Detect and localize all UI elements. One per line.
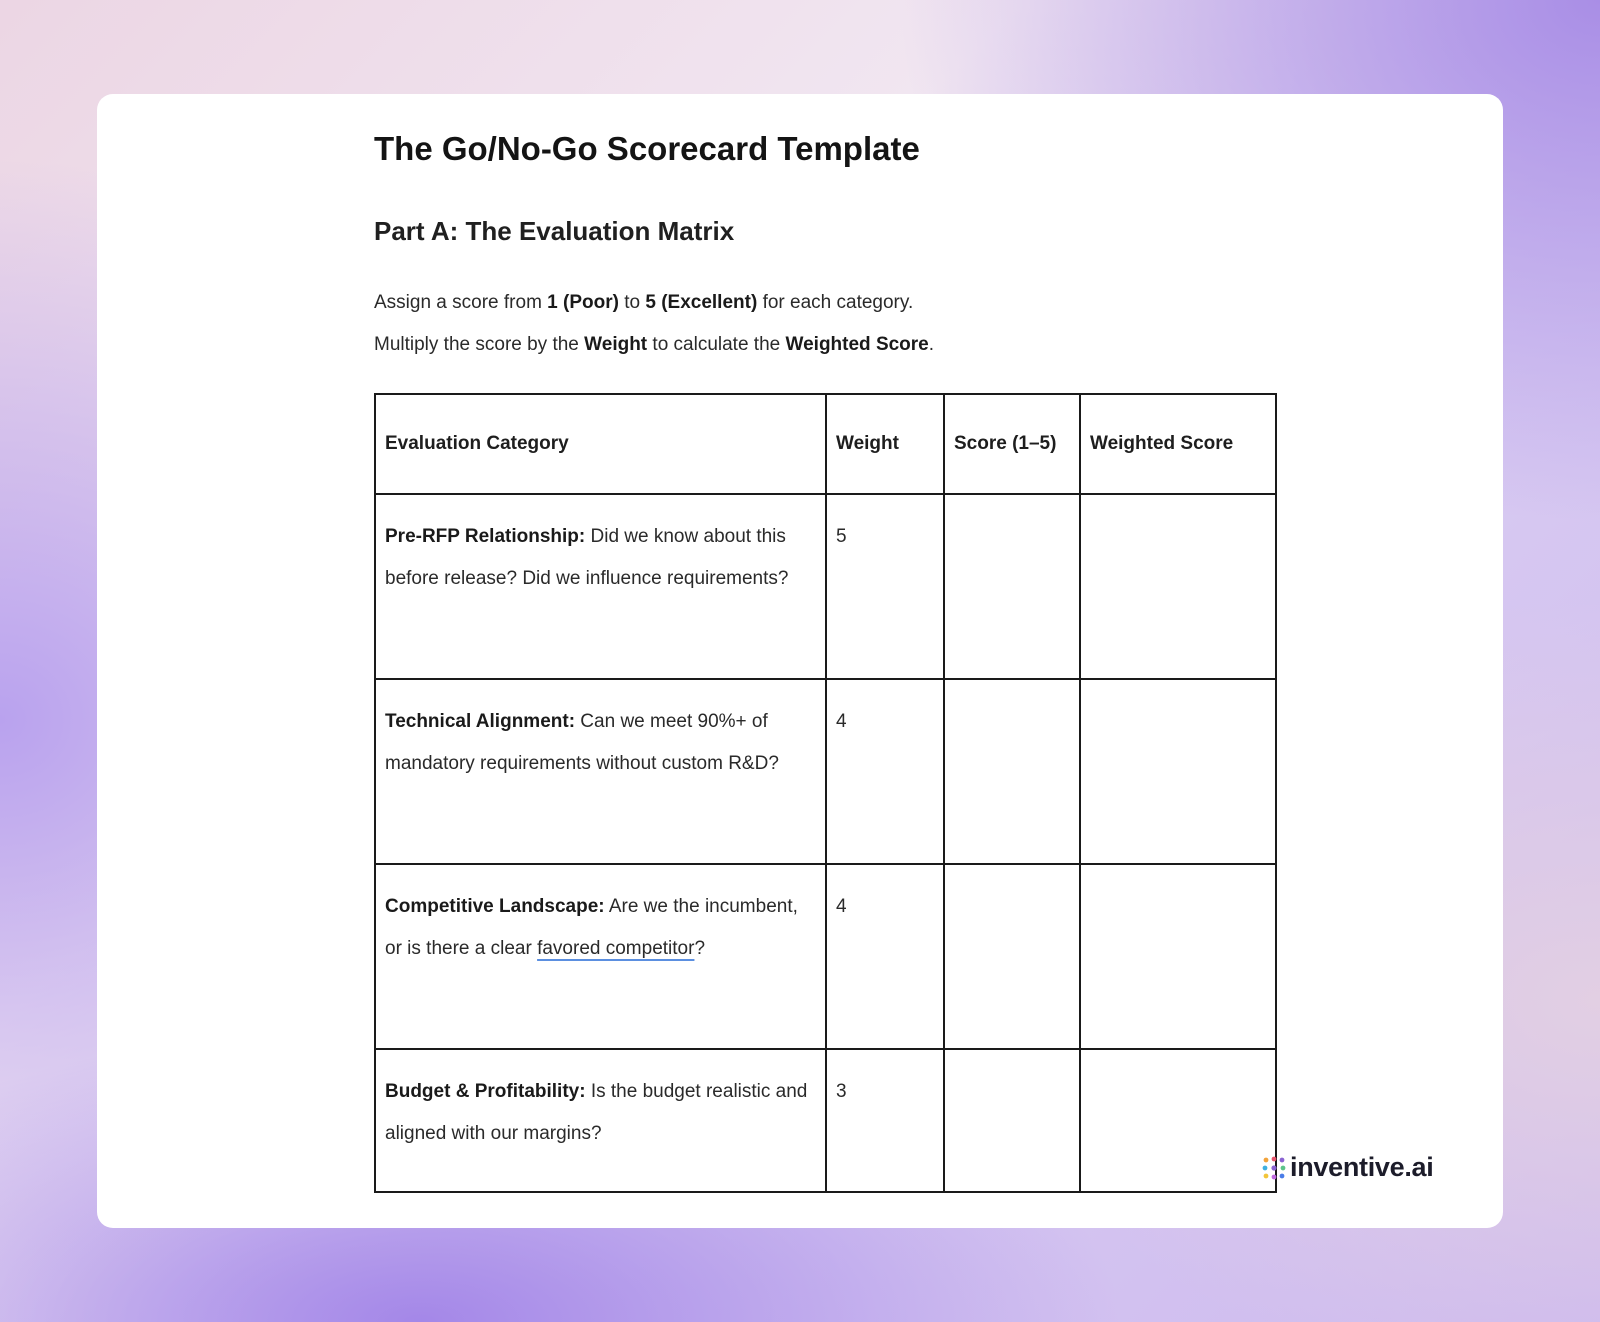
logo-dot [1263, 1165, 1268, 1170]
evaluation-matrix-table [374, 393, 1277, 1193]
logo-dot [1271, 1165, 1276, 1170]
logo-dot [1281, 1165, 1286, 1170]
logo-dot [1272, 1156, 1277, 1161]
weighted-score-cell[interactable] [1080, 679, 1276, 864]
category-description-end: ? [694, 938, 706, 959]
brand-logo [1262, 1152, 1433, 1183]
score-cell[interactable] [944, 1049, 1080, 1192]
logo-dot [1264, 1173, 1269, 1178]
header-score: Score (1–5) [944, 394, 1080, 494]
category-cell[interactable] [375, 1049, 826, 1192]
weight-cell[interactable]: 4 [826, 864, 944, 1049]
document-card [97, 94, 1503, 1228]
category-description: Can we meet 90%+ of mandatory requirements without custom R&D? [385, 711, 779, 774]
header-evaluation-category: Evaluation Category [375, 394, 826, 494]
table-row [375, 679, 1276, 864]
category-cell[interactable] [375, 679, 826, 864]
score-cell[interactable] [944, 679, 1080, 864]
header-weight: Weight [826, 394, 944, 494]
table-header-row [375, 394, 1276, 494]
table-row [375, 1049, 1276, 1192]
weighted-score-cell[interactable] [1080, 1049, 1276, 1192]
document-title: The Go/No-Go Scorecard Template [374, 130, 920, 167]
weighted-score-cell[interactable] [1080, 864, 1276, 1049]
category-description: Is the budget realistic and aligned with our margins? [385, 1081, 808, 1144]
score-cell[interactable] [944, 864, 1080, 1049]
weight-cell[interactable]: 4 [826, 679, 944, 864]
instruction-scoring: Assign a score from 1 (Poor) to 5 (Excellent) for each category. [374, 292, 914, 313]
category-name: Pre-RFP Relationship: [385, 526, 586, 547]
spellcheck-underlined-text[interactable]: favored competitor [537, 938, 695, 959]
brand-name: inventive.ai [1290, 1152, 1434, 1182]
weight-cell[interactable]: 5 [826, 494, 944, 679]
logo-dot [1280, 1173, 1285, 1178]
logo-dot [1264, 1157, 1269, 1162]
table-row [375, 494, 1276, 679]
category-cell[interactable] [375, 864, 826, 1049]
category-name: Competitive Landscape: [385, 896, 605, 917]
inventive-logo-icon [1262, 1156, 1286, 1180]
category-description: Did we know about this before release? Did we influence requirements? [385, 526, 789, 589]
instruction-weighting: Multiply the score by the Weight to calculate the Weighted Score. [374, 334, 935, 355]
table-row [375, 864, 1276, 1049]
category-name: Technical Alignment: [385, 711, 576, 732]
category-name: Budget & Profitability: [385, 1081, 586, 1102]
category-description: Are we the incumbent, or is there a clear [385, 896, 798, 959]
weighted-score-cell[interactable] [1080, 494, 1276, 679]
weight-cell[interactable]: 3 [826, 1049, 944, 1192]
category-cell[interactable] [375, 494, 826, 679]
score-cell[interactable] [944, 494, 1080, 679]
logo-dot [1280, 1157, 1285, 1162]
header-weighted-score: Weighted Score [1080, 394, 1276, 494]
section-title: Part A: The Evaluation Matrix [374, 216, 735, 246]
logo-dot [1272, 1174, 1277, 1179]
